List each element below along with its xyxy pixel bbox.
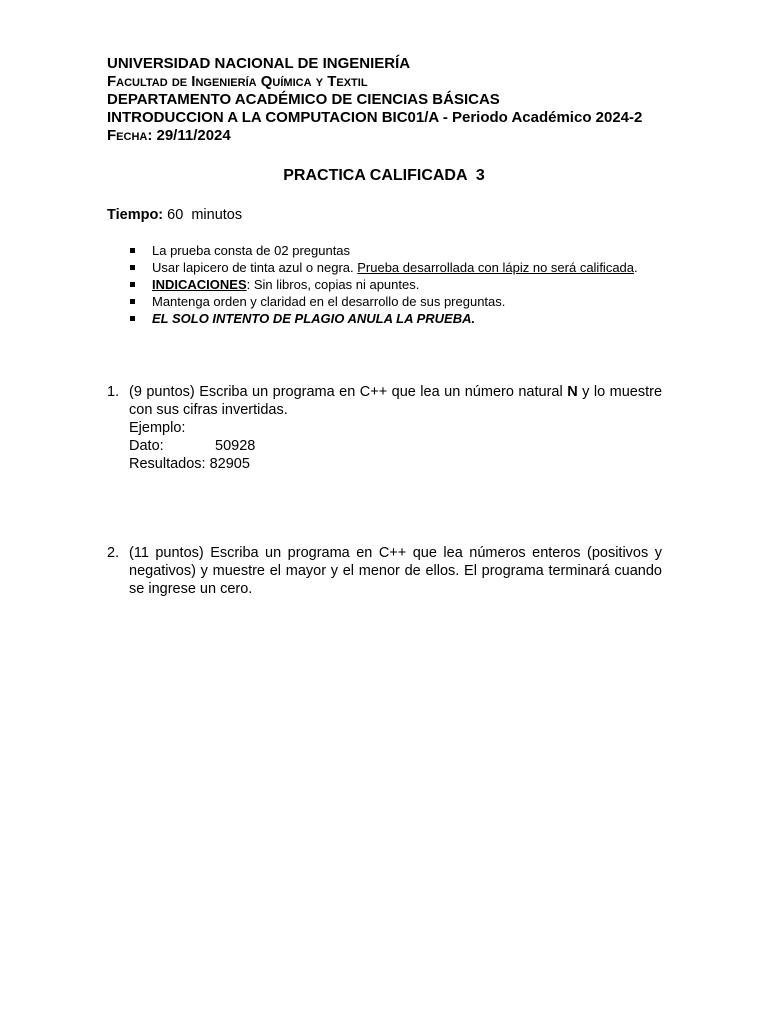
question-1 (107, 383, 662, 473)
university-name: UNIVERSIDAD NACIONAL DE INGENIERÍA (107, 55, 411, 72)
question-text: (11 puntos) Escriba un programa en C++ que lea números enteros (positivos y negativos) y muestre el mayor y el menor de ellos. El programa terminará cuando se ingrese un cero. (129, 545, 662, 597)
instruction-underlined-text: Prueba desarrollada con lápiz no será calificada (357, 260, 635, 275)
question-text (129, 383, 662, 419)
time-limit (107, 206, 242, 224)
question-number: 1. (107, 384, 120, 400)
list-item (107, 259, 662, 276)
department-name: DEPARTAMENTO ACADÉMICO DE CIENCIAS BÁSICAS (107, 91, 500, 108)
exam-title: PRACTICA CALIFICADA 3 (283, 167, 485, 184)
faculty-name: Facultad de Ingeniería Química y Textil (107, 73, 368, 90)
question-number: 2. (107, 545, 120, 561)
output-value: 82905 (205, 456, 250, 472)
list-item (107, 293, 662, 310)
date-label: Fecha: (107, 127, 153, 144)
variable-n: N (567, 384, 578, 400)
instruction-text: La prueba consta de 02 preguntas (152, 243, 351, 258)
time-label: Tiempo: (107, 207, 164, 223)
instruction-text: Mantenga orden y claridad en el desarrollo de sus preguntas. (152, 294, 506, 309)
instruction-period: . (634, 260, 638, 275)
indications-label: INDICACIONES (152, 277, 247, 292)
example-output-row (129, 455, 662, 473)
list-item (107, 276, 662, 293)
document-header (107, 55, 667, 145)
square-bullet-icon (130, 248, 135, 253)
example-input-row (129, 437, 662, 455)
square-bullet-icon (130, 316, 135, 321)
time-value: 60 minutos (163, 207, 243, 223)
date-value: 29/11/2024 (152, 127, 231, 144)
instruction-text: Usar lapicero de tinta azul o negra. (152, 260, 358, 275)
input-label: Dato: (129, 438, 164, 454)
plagiarism-warning: EL SOLO INTENTO DE PLAGIO ANULA LA PRUEBA. (152, 311, 476, 326)
exam-date (107, 127, 667, 145)
square-bullet-icon (130, 282, 135, 287)
question-text-part: (9 puntos) Escriba un programa en C++ que lea un número natural (129, 384, 568, 400)
list-item (107, 242, 662, 259)
output-label: Resultados: (129, 456, 206, 472)
input-value: 50928 (215, 438, 256, 454)
question-body (129, 544, 662, 598)
question-2 (107, 544, 662, 598)
example-label: Ejemplo: (129, 420, 186, 436)
instructions-list (107, 242, 662, 327)
instruction-text: : Sin libros, copias ni apuntes. (246, 277, 420, 292)
course-name: INTRODUCCION A LA COMPUTACION BIC01/A - Periodo Académico 2024-2 (107, 109, 643, 126)
square-bullet-icon (130, 299, 135, 304)
square-bullet-icon (130, 265, 135, 270)
question-body (129, 383, 662, 473)
question-text-part: y lo muestre con sus cifras invertidas. (129, 384, 663, 418)
list-item (107, 310, 662, 327)
